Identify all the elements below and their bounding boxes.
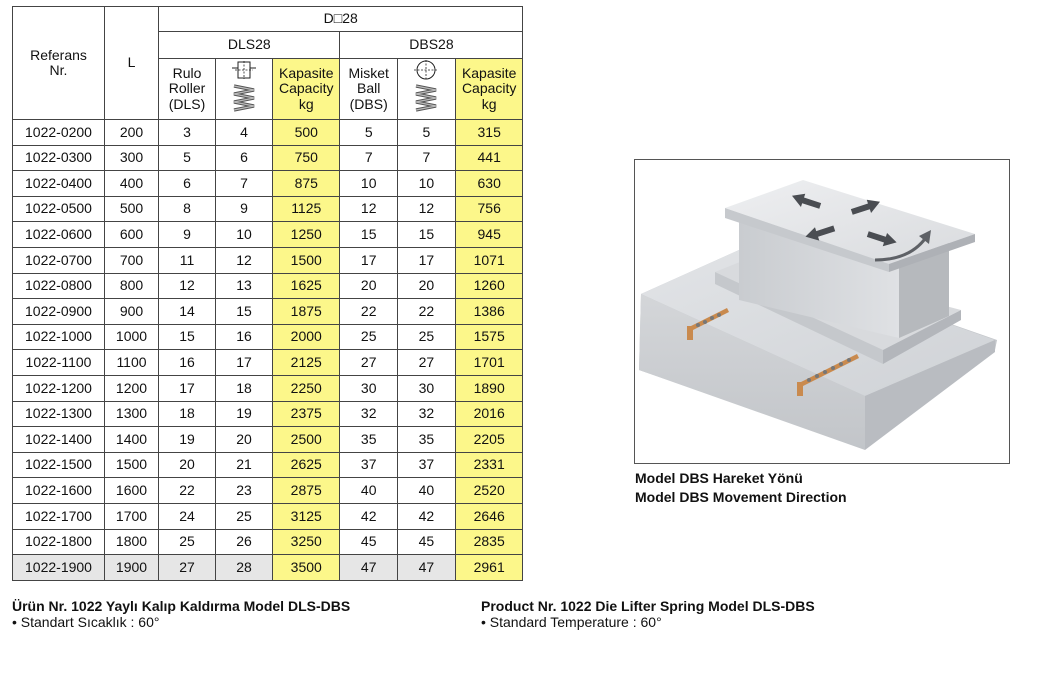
table-cell: 1022-1500 [13,452,105,478]
table-cell: 300 [105,145,159,171]
col-header-ref: Referans Nr. [13,7,105,120]
table-cell: 42 [397,503,455,529]
table-cell: 2520 [455,478,522,504]
table-cell: 1022-1300 [13,401,105,427]
table-row [13,452,523,478]
caption-turkish: Model DBS Hareket Yönü [635,470,803,486]
table-cell: 37 [397,452,455,478]
table-row [13,478,523,504]
table-cell: 3500 [273,555,340,581]
table-cell: 630 [455,171,522,197]
table-cell: 1022-1900 [13,555,105,581]
col-header-capacity-dbs: Kapasite Capacity kg [455,59,522,120]
table-cell: 1022-0600 [13,222,105,248]
table-row [13,529,523,555]
square-roller-spring-icon [216,59,273,120]
table-cell: 22 [397,299,455,325]
table-cell: 7 [216,171,273,197]
table-cell: 1022-0400 [13,171,105,197]
table-cell: 3125 [273,503,340,529]
dbs-movement-illustration [634,159,1010,464]
table-row [13,503,523,529]
table-cell: 1250 [273,222,340,248]
table-cell: 500 [105,196,159,222]
table-cell: 1386 [455,299,522,325]
table-cell: 27 [397,350,455,376]
table-cell: 11 [159,247,216,273]
table-row [13,273,523,299]
table-cell: 24 [159,503,216,529]
caption-english: Model DBS Movement Direction [635,489,847,505]
table-cell: 400 [105,171,159,197]
table-cell: 945 [455,222,522,248]
table-cell: 30 [397,375,455,401]
table-cell: 315 [455,120,522,146]
table-cell: 5 [397,120,455,146]
table-cell: 32 [397,401,455,427]
table-cell: 1022-1400 [13,427,105,453]
table-row [13,375,523,401]
table-cell: 10 [216,222,273,248]
table-cell: 35 [340,427,397,453]
table-cell: 40 [340,478,397,504]
table-cell: 1022-0200 [13,120,105,146]
table-row [13,427,523,453]
table-cell: 1125 [273,196,340,222]
table-cell: 2125 [273,350,340,376]
table-cell: 1625 [273,273,340,299]
table-cell: 19 [216,401,273,427]
table-cell: 441 [455,145,522,171]
table-row [13,120,523,146]
table-cell: 25 [216,503,273,529]
spec-table [12,6,523,581]
table-cell: 17 [159,375,216,401]
table-cell: 47 [397,555,455,581]
table-cell: 1022-1600 [13,478,105,504]
table-cell: 2250 [273,375,340,401]
table-cell: 25 [159,529,216,555]
table-cell: 2625 [273,452,340,478]
table-cell: 1400 [105,427,159,453]
table-cell: 6 [216,145,273,171]
table-cell: 6 [159,171,216,197]
table-cell: 2646 [455,503,522,529]
table-cell: 17 [340,247,397,273]
table-cell: 32 [340,401,397,427]
table-cell: 21 [216,452,273,478]
table-cell: 1022-0800 [13,273,105,299]
table-cell: 2016 [455,401,522,427]
table-cell: 22 [159,478,216,504]
table-cell: 15 [340,222,397,248]
table-cell: 1022-1100 [13,350,105,376]
table-cell: 2331 [455,452,522,478]
table-cell: 1000 [105,324,159,350]
table-cell: 17 [397,247,455,273]
table-cell: 20 [159,452,216,478]
table-cell: 20 [216,427,273,453]
table-cell: 30 [340,375,397,401]
table-cell: 28 [216,555,273,581]
product-bullet-tr: • Standart Sıcaklık : 60° [12,614,160,630]
table-cell: 12 [397,196,455,222]
group-header-dls: DLS28 [159,32,340,59]
table-cell: 1500 [273,247,340,273]
table-cell: 1300 [105,401,159,427]
table-cell: 35 [397,427,455,453]
table-cell: 1022-1000 [13,324,105,350]
table-cell: 1800 [105,529,159,555]
table-cell: 7 [397,145,455,171]
table-row [13,324,523,350]
table-cell: 42 [340,503,397,529]
table-cell: 7 [340,145,397,171]
round-ball-spring-icon [397,59,455,120]
table-cell: 37 [340,452,397,478]
table-cell: 15 [216,299,273,325]
table-cell: 1100 [105,350,159,376]
table-cell: 1875 [273,299,340,325]
table-cell: 1700 [105,503,159,529]
table-cell: 18 [216,375,273,401]
table-cell: 1022-0300 [13,145,105,171]
table-row [13,171,523,197]
table-body [13,120,523,581]
table-cell: 500 [273,120,340,146]
col-header-roller: Rulo Roller (DLS) [159,59,216,120]
table-cell: 1260 [455,273,522,299]
figure-caption [635,469,847,507]
table-cell: 756 [455,196,522,222]
table-cell: 3 [159,120,216,146]
table-cell: 2375 [273,401,340,427]
table-cell: 10 [397,171,455,197]
product-bullet-en: • Standard Temperature : 60° [481,614,662,630]
table-cell: 19 [159,427,216,453]
table-cell: 1701 [455,350,522,376]
col-header-capacity-dls: Kapasite Capacity kg [273,59,340,120]
table-cell: 1200 [105,375,159,401]
table-cell: 16 [216,324,273,350]
table-cell: 45 [397,529,455,555]
table-cell: 12 [159,273,216,299]
table-cell: 2835 [455,529,522,555]
table-cell: 1022-1200 [13,375,105,401]
table-cell: 1071 [455,247,522,273]
table-cell: 875 [273,171,340,197]
table-cell: 5 [340,120,397,146]
table-cell: 17 [216,350,273,376]
table-cell: 200 [105,120,159,146]
table-cell: 900 [105,299,159,325]
product-title-tr: Ürün Nr. 1022 Yaylı Kalıp Kaldırma Model DLS-DBS [12,598,351,614]
table-cell: 2875 [273,478,340,504]
table-cell: 10 [340,171,397,197]
table-cell: 9 [159,222,216,248]
table-row [13,196,523,222]
table-row [13,401,523,427]
table-row [13,555,523,581]
table-cell: 1022-0900 [13,299,105,325]
table-row [13,222,523,248]
table-cell: 26 [216,529,273,555]
table-cell: 2000 [273,324,340,350]
col-header-l: L [105,7,159,120]
table-row [13,247,523,273]
table-cell: 12 [340,196,397,222]
table-row [13,350,523,376]
table-cell: 40 [397,478,455,504]
table-cell: 25 [340,324,397,350]
table-cell: 22 [340,299,397,325]
table-cell: 45 [340,529,397,555]
table-cell: 2500 [273,427,340,453]
top-header: D□28 [159,7,523,32]
table-cell: 20 [397,273,455,299]
table-cell: 1022-0700 [13,247,105,273]
table-cell: 700 [105,247,159,273]
table-cell: 1900 [105,555,159,581]
table-cell: 47 [340,555,397,581]
table-cell: 25 [397,324,455,350]
table-cell: 1022-0500 [13,196,105,222]
table-cell: 1022-1800 [13,529,105,555]
table-cell: 5 [159,145,216,171]
table-cell: 600 [105,222,159,248]
table-cell: 23 [216,478,273,504]
table-cell: 1600 [105,478,159,504]
table-cell: 1022-1700 [13,503,105,529]
table-cell: 1575 [455,324,522,350]
table-cell: 27 [340,350,397,376]
table-cell: 750 [273,145,340,171]
group-header-dbs: DBS28 [340,32,523,59]
table-cell: 15 [159,324,216,350]
table-cell: 800 [105,273,159,299]
table-cell: 2205 [455,427,522,453]
product-info-en [481,598,815,630]
table-cell: 16 [159,350,216,376]
table-cell: 1500 [105,452,159,478]
table-cell: 9 [216,196,273,222]
table-cell: 3250 [273,529,340,555]
table-cell: 27 [159,555,216,581]
table-cell: 13 [216,273,273,299]
table-cell: 14 [159,299,216,325]
table-cell: 4 [216,120,273,146]
table-cell: 12 [216,247,273,273]
table-row [13,145,523,171]
table-cell: 2961 [455,555,522,581]
table-cell: 20 [340,273,397,299]
table-row [13,299,523,325]
table-cell: 8 [159,196,216,222]
table-cell: 18 [159,401,216,427]
product-title-en: Product Nr. 1022 Die Lifter Spring Model DLS-DBS [481,598,815,614]
col-header-ball: Misket Ball (DBS) [340,59,397,120]
table-cell: 15 [397,222,455,248]
product-info-tr [12,598,350,630]
table-cell: 1890 [455,375,522,401]
